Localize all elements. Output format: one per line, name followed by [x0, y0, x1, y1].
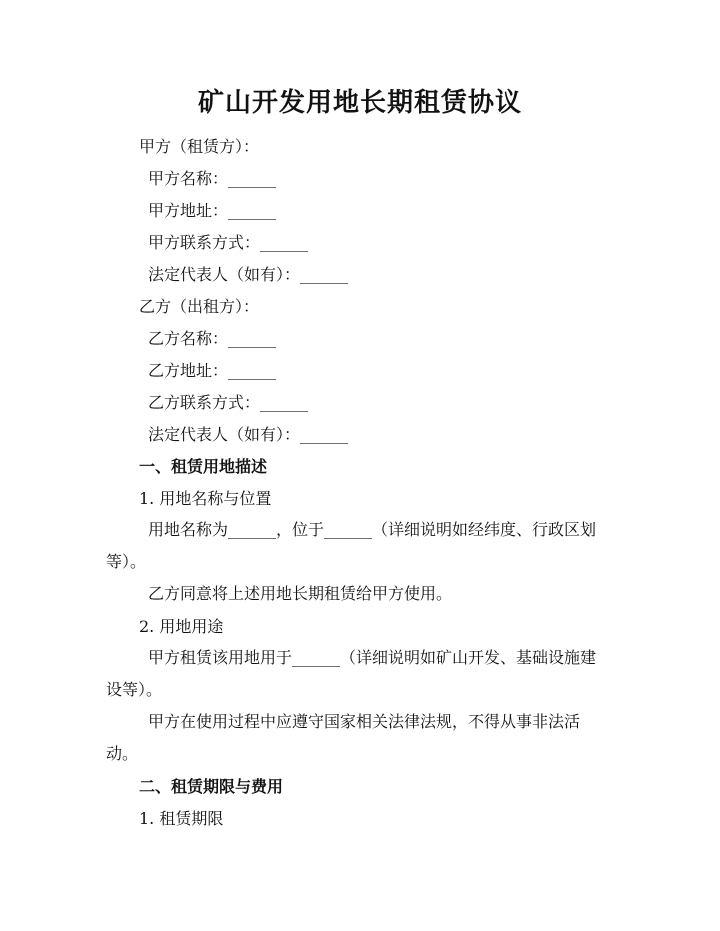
section-1-item-2-heading: 2. 用地用途: [139, 617, 224, 636]
party-b-heading: 乙方（出租方）：: [139, 297, 260, 316]
party-b-representative: 法定代表人（如有）：______: [148, 425, 349, 444]
section-1-item-1-paragraph-2: 乙方同意将上述用地长期租赁给甲方使用。: [148, 584, 453, 603]
party-a-name: 甲方名称：______: [148, 169, 277, 188]
party-a-contact: 甲方联系方式：______: [148, 233, 309, 252]
section-2-item-1-heading: 1. 租赁期限: [139, 809, 224, 828]
party-b-address: 乙方地址：______: [148, 361, 277, 380]
section-1-item-2-paragraph-1: 甲方租赁该用地用于______（详细说明如矿山开发、基础设施建设等）。: [106, 648, 597, 699]
section-1-item-1-heading: 1. 用地名称与位置: [139, 489, 272, 508]
party-b-contact: 乙方联系方式：______: [148, 393, 309, 412]
section-1-heading: 一、租赁用地描述: [139, 457, 268, 476]
section-1-item-1-paragraph-1: 用地名称为______，位于______（详细说明如经纬度、行政区划等）。: [106, 520, 597, 571]
section-1-item-2-paragraph-2: 甲方在使用过程中应遵守国家相关法律法规，不得从事非法活动。: [106, 712, 581, 763]
party-a-representative: 法定代表人（如有）：______: [148, 265, 349, 284]
document-title: 矿山开发用地长期租赁协议: [197, 88, 522, 118]
section-2-heading: 二、租赁期限与费用: [139, 777, 284, 796]
party-a-address: 甲方地址：______: [148, 201, 277, 220]
party-b-name: 乙方名称：______: [148, 329, 277, 348]
party-a-heading: 甲方（租赁方）：: [139, 137, 260, 156]
